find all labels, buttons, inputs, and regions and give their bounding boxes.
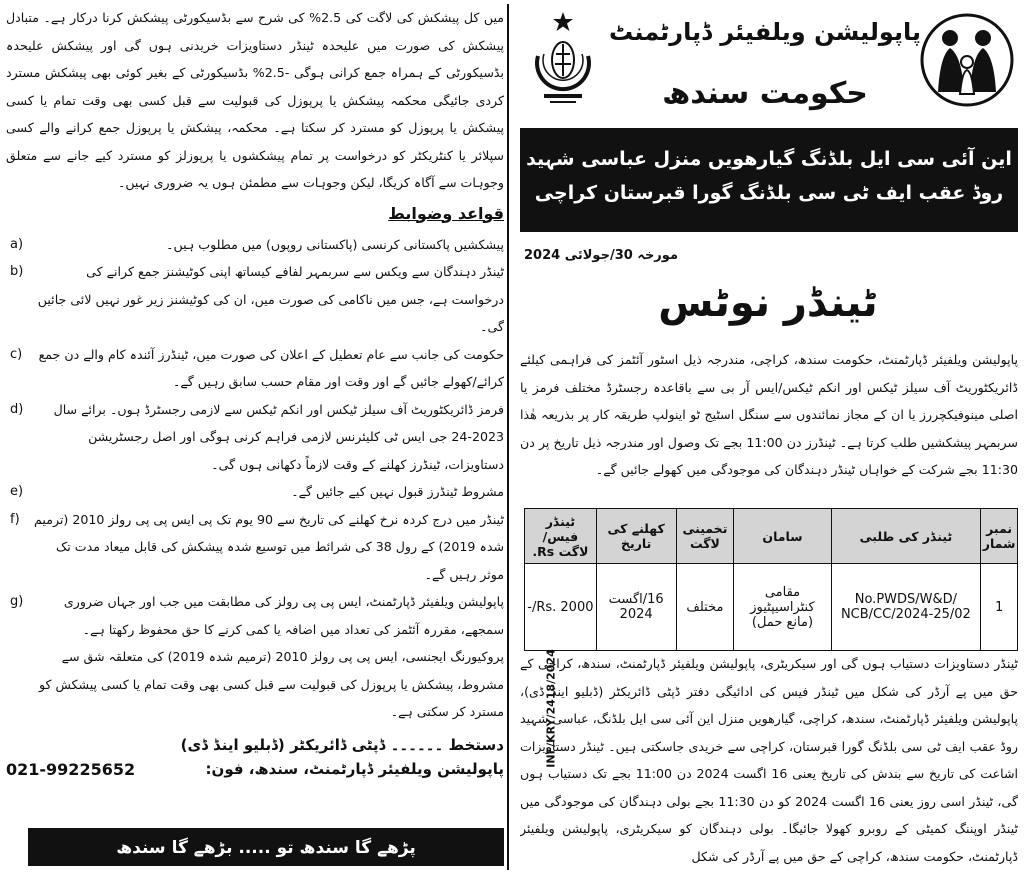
signature-line: دستخط ۔۔۔۔۔۔ ڈپٹی ڈائریکٹر (ڈبلیو اینڈ ڈی) (180, 735, 504, 754)
condition-letter: c) (10, 346, 23, 362)
cell-items: مقامی کنٹراسیپٹیوز (مانع حمل) (734, 564, 831, 651)
table-row (525, 564, 1018, 651)
condition-item (6, 231, 504, 259)
col-items: سامان (734, 509, 831, 564)
condition-text: ٹینڈر دہندگان سے ویکس سے سربمہر لفافے کیساتھ اپنی کوٹیشنز جمع کرانے کی درخواست ہے، جس میں ناکامی کی صورت میں، ان کی کوٹیشنز زیر غور نہیں لائی جائیں گی۔ (37, 264, 504, 334)
condition-text: پاپولیشن ویلفیئر ڈپارٹمنٹ، ایس پی پی رولز کی مطابقت میں جب اور جہاں ضروری سمجھے، مقررہ آئٹمز کی تعداد میں اضافہ یا کمی کرنے کا حق محفوظ رکھتا ہے۔ پروکیورنگ ایجنسی، ایس پی پی رولز 2010 (ترمیم شدہ 2019) کی متعلقہ شق سے مشروط، پیشکش یا پرپوزل کی قبولیت سے قبل کسی بھی وقت تمام یا کسی پیشکش کو مسترد کر سکتی ہے۔ (38, 594, 504, 719)
col-serial: نمبر شمار (981, 509, 1018, 564)
notice-paragraph: پاپولیشن ویلفیئر ڈپارٹمنٹ، حکومت سندھ، کراچی، مندرجہ ذیل اسٹور آئٹمز کی فراہمی کیلئے ڈائریکٹوریٹ آف سیلز ٹیکس اور انکم ٹیکس/ایس آر بی سے باقاعدہ رجسٹرڈ مختلف فرمز یا اصلی مینوفیکچررز یا ان کے مجاز نمائندوں سے سنگل اسٹیج ٹو اینولپ طریقہ کار پر بذریعہ ھٰذا سربمہر پیشکشیں طلب کرتا ہے۔ ٹینڈرز دن 11:00 بجے تک وصول اور مندرجہ ذیل تاریخ پر دن 11:30 بجے شرکت کے خواہاں ٹینڈر دہندگان کی موجودگی میں کھولے جائیں گے۔ (520, 352, 1018, 477)
condition-letter: f) (10, 511, 20, 527)
family-icon (920, 8, 1014, 112)
condition-item (6, 506, 504, 589)
address-banner: این آئی سی ایل بلڈنگ گیارھویں منزل عباسی شہید روڈ عقب ایف ٹی سی بلڈنگ گورا قبرستان کراچی (520, 128, 1018, 232)
col-tender-fee: ٹینڈر فیس/ لاگت Rs. (525, 509, 597, 564)
cell-opening-date: 16/اگست 2024 (596, 564, 676, 651)
condition-letter: d) (10, 401, 24, 417)
department-name: پاپولیشن ویلفیئر ڈپارٹمنٹ (609, 18, 921, 46)
cell-serial: 1 (981, 564, 1018, 651)
condition-text: مشروط ٹینڈرز قبول نہیں کیے جائیں گے۔ (291, 484, 504, 499)
left-column (6, 4, 504, 870)
condition-letter: b) (10, 264, 24, 279)
condition-text: ٹینڈر میں درج کردہ نرخ کھلنے کی تاریخ سے 90 یوم تک پی ایس پی پی رولز 2010 (ترمیم شدہ 2019) کے رول 38 کی شرائط میں توسیع شدہ پیشکش کی قابل میعاد مدت تک موثر رہیں گے۔ (34, 511, 504, 582)
phone-number: 021-99225652 (6, 759, 136, 779)
cell-tender-fee: Rs. 2000/- (525, 564, 597, 651)
condition-text: حکومت کی جانب سے عام تعطیل کے اعلان کی صورت میں، ٹینڈرز آئندہ کام والے دن جمع کرائے/کھولے جائیں گے اور وقت اور مقام حسب سابق رہیں گے۔ (38, 346, 504, 389)
condition-text: پیشکشیں پاکستانی کرنسی (پاکستانی روپوں) میں مطلوب ہیں۔ (166, 236, 504, 252)
intro-paragraph: میں کل پیشکش کی لاگت کی 2.5% کی شرح سے بڈسیکورٹی پیشکش کرنا درکار ہے۔ متبادل پیشکش کی صورت میں علیحدہ ٹینڈر دستاویزات خریدنی ہوں گی اور پیشکش علیحدہ بڈسیکورٹی کے ہمراہ جمع کرانی ہوگی -2.5% بڈسیکورٹی کے بغیر کوئی بھی پیشکش مسترد کردی جائیگی محکمہ پیشکش یا پرپوزل کی قبولیت سے قبل کسی بھی وقت تمام یا کسی پیشکش یا پرپوزل کو مسترد کر سکتا ہے۔ محکمہ، پیشکش یا پرپوزل جمع کرانے والے کسی سپلائر یا کنٹریکٹر کو درخواست پر تمام پیشکشوں یا پرپوزلز کو مسترد کیے جانے سے متعلق وجوہات سے آگاہ کریگا، لیکن وجوہات سے مطمئن ہوں یہ ضروری نہیں۔ (6, 10, 505, 190)
condition-item (6, 396, 504, 479)
tender-table (524, 508, 1018, 651)
cell-estimated-cost: مختلف (676, 564, 734, 651)
government-name: حکومت سندھ (662, 76, 868, 111)
emblem-icon (530, 10, 596, 110)
cell-tender-number: No.PWDS/W&D/ NCB/CC/2024-25/02 (831, 564, 981, 651)
family-logo (920, 8, 1014, 112)
right-column (516, 4, 1020, 870)
contact-line (6, 760, 504, 778)
slogan-banner: پڑھے گا سندھ تو ..... بڑھے گا سندھ (28, 828, 504, 866)
reference-code: INF/KRY/2418/2024 (544, 649, 558, 768)
conditions-heading: قواعد وضوابط (388, 203, 504, 223)
condition-text: فرمز ڈائریکٹوریٹ آف سیلز ٹیکس اور انکم ٹیکس سے لازمی رجسٹرڈ ہوں۔ برائے سال 2023-24 جی ایس ٹی کلیئرنس لازمی فراہم کرنی ہوگی اور اصل رجسٹریشن دستاویزات، ٹینڈرز کھلنے کے وقت لازماً دکھانی ہوں گی۔ (53, 401, 504, 472)
office-name: پاپولیشن ویلفیئر ڈپارٹمنٹ، سندھ، فون: (205, 759, 504, 778)
notice-title: ٹینڈر نوٹس (658, 280, 878, 326)
col-tender-call: ٹینڈر کی طلبی (831, 509, 981, 564)
condition-item (6, 588, 504, 726)
sindh-govt-emblem (530, 10, 596, 110)
condition-item (6, 478, 504, 506)
notice-date: مورخہ 30/جولائی 2024 (524, 248, 678, 263)
col-estimated-cost: تخمینی لاگت (676, 509, 734, 564)
condition-letter: g) (10, 594, 24, 609)
column-divider (507, 4, 509, 870)
condition-letter: a) (10, 236, 24, 252)
condition-item (6, 341, 504, 396)
col-opening-date: کھلنے کی تاریخ (596, 509, 676, 564)
condition-item (6, 258, 504, 341)
bottom-paragraph: ٹینڈر دستاویزات دستیاب ہوں گی اور سیکریٹری، پاپولیشن ویلفیئر ڈپارٹمنٹ، سندھ، کراچی کے حق میں پے آرڈر کی شکل میں ٹینڈر فیس کی ادائیگی دفتر ڈپٹی ڈائریکٹر (ڈبلیو اینڈ ڈی)، پاپولیشن ویلفیئر ڈپارٹمنٹ، سندھ، کراچی، گیارھویں منزل این آئی سی ایل بلڈنگ، عباسی شہید روڈ عقب ایف ٹی سی بلڈنگ گورا قبرستان، کراچی سے خریدی جاسکتی ہیں۔ ٹینڈر دستاویزات اشاعت کی تاریخ سے بندش کی تاریخ یعنی 16 اگست 2024 دن 11:00 بجے تک دستیاب ہوں گی، ٹینڈر اسی روز یعنی 16 اگست 2024 کو دن 11:30 بجے بولی دہندگان کی موجودگی میں ٹینڈر اوپننگ کمیٹی کے روبرو کھولا جائیگا۔ بولی دہندگان کو سیکریٹری، پاپولیشن ویلفیئر ڈپارٹمنٹ، حکومت سندھ، کراچی کے حق میں پے آرڈر کی شکل (520, 656, 1018, 864)
condition-letter: e) (10, 484, 24, 499)
table-header-row (525, 509, 1018, 564)
